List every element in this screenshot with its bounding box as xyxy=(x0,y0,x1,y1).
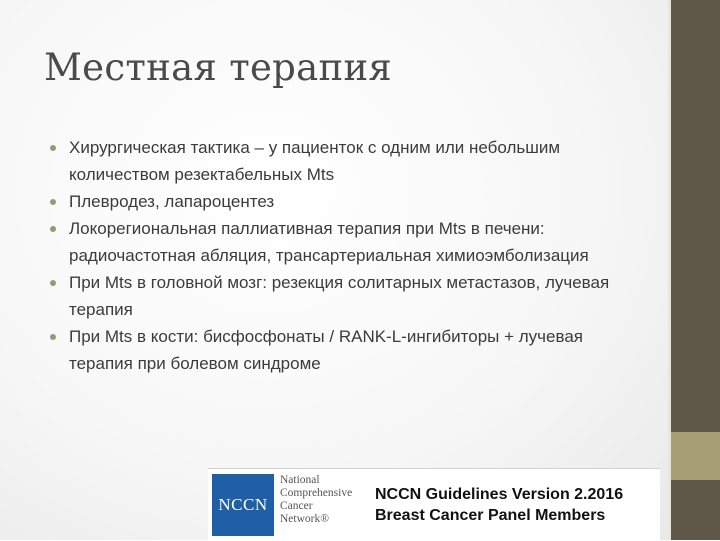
nccn-banner-image xyxy=(208,468,660,541)
nccn-logo xyxy=(212,474,274,536)
bullet-text: Плевродез, лапароцентез xyxy=(69,192,275,211)
bullet-dot-icon xyxy=(50,226,56,232)
bullet-dot-icon xyxy=(50,334,56,340)
sidebar-accent-block xyxy=(671,432,720,480)
bullet-item xyxy=(50,134,610,188)
bullet-item xyxy=(50,323,610,377)
bullet-text: Локорегиональная паллиативная терапия при Mts в печени: радиочастотная абляция, трансартериальная химиоэмболизация xyxy=(69,219,589,265)
logo-line: National xyxy=(280,474,320,486)
bullet-item xyxy=(50,215,610,269)
logo-line: Comprehensive xyxy=(280,487,353,499)
bullet-text: При Mts в головной мозг: резекция солитарных метастазов, лучевая терапия xyxy=(69,273,610,319)
slide-title: Местная терапия xyxy=(44,46,393,89)
bullet-dot-icon xyxy=(50,145,56,151)
bullet-text: При Mts в кости: бисфосфонаты / RANK-L-ингибиторы + лучевая терапия при болевом синдроме xyxy=(69,327,583,373)
nccn-logo-wordmark xyxy=(280,474,352,526)
logo-line: Cancer xyxy=(280,500,313,512)
bullet-item xyxy=(50,269,610,323)
banner-heading xyxy=(375,484,623,526)
bullet-dot-icon xyxy=(50,199,56,205)
logo-line: Network® xyxy=(280,513,329,525)
bullet-item xyxy=(50,188,610,215)
banner-heading-line1: NCCN Guidelines Version 2.2016 xyxy=(375,486,624,503)
bullet-text: Хирургическая тактика – у пациенток с одним или небольшим количеством резектабельных Mts xyxy=(69,138,561,184)
nccn-logo-abbr: NCCN xyxy=(218,495,268,514)
bullet-dot-icon xyxy=(50,280,56,286)
banner-heading-line2: Breast Cancer Panel Members xyxy=(375,507,606,524)
bullet-list xyxy=(50,134,610,377)
